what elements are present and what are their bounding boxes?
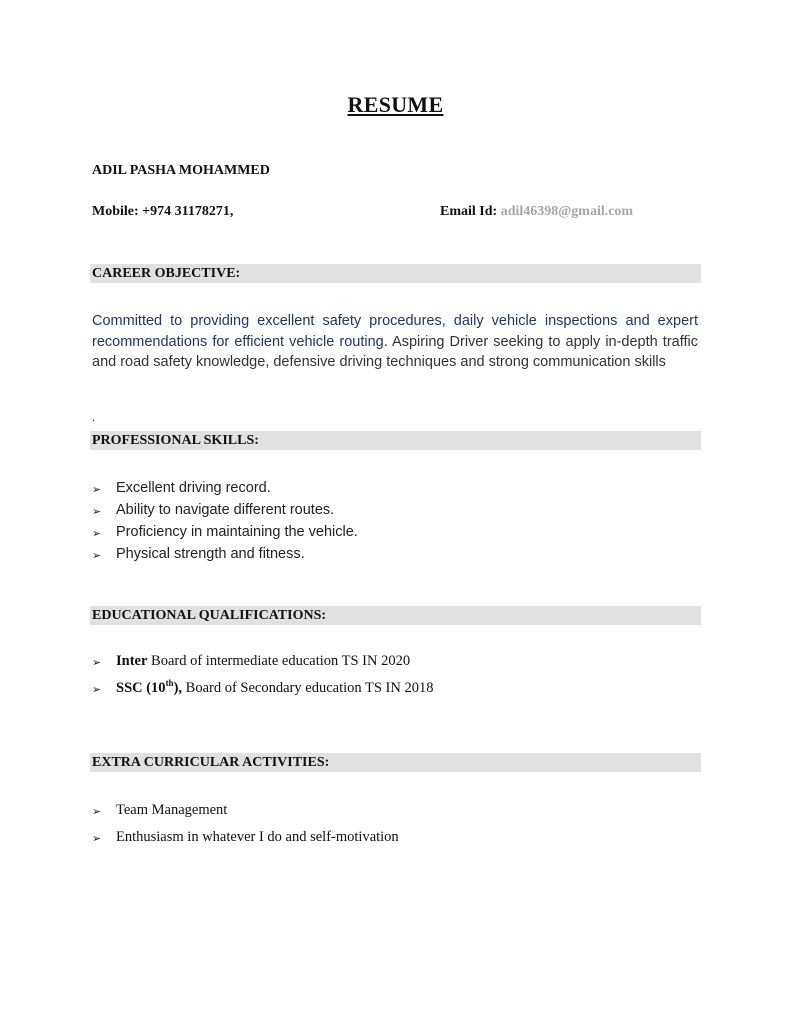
list-item: [92, 652, 433, 679]
skill-text: Ability to navigate different routes.: [116, 502, 335, 518]
list-item: [92, 801, 399, 828]
mobile-number: Mobile: +974 31178271,: [92, 204, 234, 219]
professional-skills-list: [92, 479, 358, 567]
list-item: [92, 479, 358, 501]
list-item: [92, 523, 358, 545]
education-list: [92, 652, 433, 706]
education-level: SSC (10th),: [116, 678, 183, 696]
arrow-bullet-icon: ➢: [92, 527, 102, 540]
arrow-bullet-icon: ➢: [92, 483, 102, 496]
arrow-bullet-icon: ➢: [92, 656, 102, 669]
professional-skills-heading: PROFESSIONAL SKILLS:: [90, 431, 701, 450]
email-line: [440, 204, 633, 220]
career-objective-text: [92, 311, 698, 373]
objective-text-part2: Aspiring Driver seeking to apply in-depth traffic and road safety knowledge, defensive driving techniques and strong communication skills: [92, 333, 698, 370]
stray-dot: .: [92, 410, 95, 424]
skill-text: Proficiency in maintaining the vehicle.: [116, 524, 358, 540]
email-label: Email Id:: [440, 204, 498, 219]
list-item: [92, 501, 358, 523]
arrow-bullet-icon: ➢: [92, 832, 102, 845]
list-item: [92, 828, 399, 855]
career-objective-heading: CAREER OBJECTIVE:: [90, 264, 701, 283]
resume-title: RESUME: [347, 92, 444, 117]
education-detail: Board of intermediate education TS IN 2020: [147, 653, 411, 669]
skill-text: Excellent driving record.: [116, 480, 271, 496]
activity-text: Team Management: [116, 802, 228, 818]
objective-text-part1: Committed to providing excellent safety procedures, daily vehicle inspections and expert recommendations for efficient vehicle routing.: [92, 313, 698, 350]
educational-qualifications-heading: EDUCATIONAL QUALIFICATIONS:: [90, 606, 701, 625]
email-link[interactable]: adil46398@gmail.com: [500, 204, 634, 219]
education-level: Inter: [116, 653, 148, 669]
skill-text: Physical strength and fitness.: [116, 546, 305, 562]
education-detail: Board of Secondary education TS IN 2018: [182, 680, 434, 696]
activity-text: Enthusiasm in whatever I do and self-motivation: [116, 829, 399, 845]
extra-curricular-heading: EXTRA CURRICULAR ACTIVITIES:: [90, 753, 701, 772]
arrow-bullet-icon: ➢: [92, 805, 102, 818]
candidate-name: ADIL PASHA MOHAMMED: [92, 163, 270, 178]
list-item: [92, 679, 433, 706]
arrow-bullet-icon: ➢: [92, 683, 102, 696]
extra-curricular-list: [92, 801, 399, 855]
list-item: [92, 545, 358, 567]
arrow-bullet-icon: ➢: [92, 505, 102, 518]
arrow-bullet-icon: ➢: [92, 549, 102, 562]
